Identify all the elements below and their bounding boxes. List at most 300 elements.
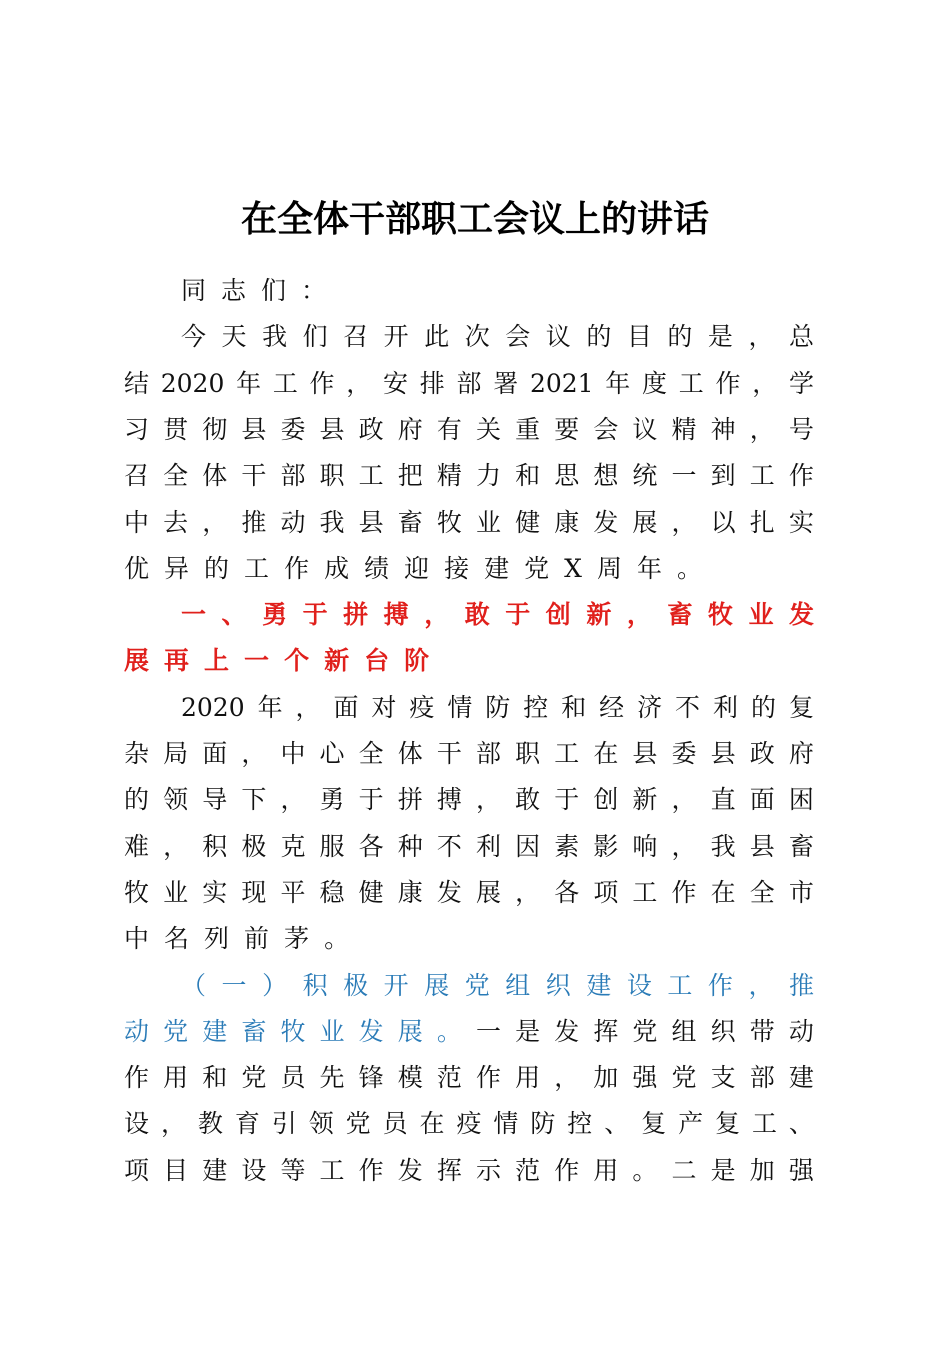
body-char: 推 — [241, 507, 267, 537]
body-char: 年 — [236, 368, 262, 398]
body-char: 府 — [788, 739, 814, 768]
body-char: 情 — [447, 692, 473, 722]
body-char: 拼 — [343, 600, 369, 630]
body-line — [124, 1101, 814, 1147]
body-char: 动 — [124, 1016, 150, 1046]
body-char: 安 — [383, 368, 409, 398]
body-char: 年 — [257, 692, 283, 722]
body-char: 结 — [124, 368, 150, 398]
body-char: 精 — [671, 414, 697, 444]
body-char: 一 — [181, 600, 207, 630]
body-char: 康 — [397, 877, 423, 907]
body-char: 建 — [202, 1016, 228, 1046]
body-char: 局 — [163, 739, 189, 768]
body-char: 和 — [202, 1063, 228, 1093]
body-char: 发 — [788, 600, 814, 630]
body-char: 牧 — [124, 877, 150, 907]
body-char: 面 — [202, 739, 228, 768]
body-char: 的 — [750, 692, 776, 722]
body-char: 展 — [475, 877, 501, 907]
body-char: 天 — [221, 322, 247, 352]
body-char: ， — [424, 600, 450, 630]
body-char: 会 — [593, 414, 619, 444]
body-char: 因 — [515, 831, 541, 861]
body-char: 影 — [593, 831, 619, 861]
body-char: 建 — [586, 970, 612, 1000]
body-char: 精 — [436, 461, 462, 491]
body-char: 不 — [436, 831, 462, 861]
body-char: 工 — [358, 461, 384, 491]
body-char: 中 — [124, 924, 150, 954]
body-char: 用 — [515, 1063, 541, 1093]
body-char: 部 — [475, 739, 501, 768]
body-char: 组 — [671, 1016, 697, 1046]
body-char: 接 — [444, 553, 470, 583]
body-char: 疫 — [409, 692, 435, 722]
body-char: 搏 — [383, 600, 409, 630]
body-char: 号 — [788, 414, 814, 444]
body-char: 和 — [515, 461, 541, 491]
body-char: 委 — [280, 414, 306, 444]
body-char: 织 — [545, 970, 571, 1000]
body-char: 的 — [586, 322, 612, 352]
body-char: 员 — [280, 1063, 306, 1093]
body-char: 作 — [284, 553, 310, 583]
body-char: 议 — [545, 322, 571, 352]
body-line — [124, 1009, 814, 1055]
body-char: ， — [554, 1063, 580, 1093]
body-char: 畜 — [397, 507, 423, 537]
body-char: 领 — [308, 1109, 334, 1139]
body-char: 动 — [788, 1016, 814, 1046]
body-char: （ — [181, 970, 207, 1000]
body-char: 建 — [484, 553, 510, 583]
body-line — [124, 546, 814, 592]
body-char: 难 — [124, 831, 150, 861]
body-char: 平 — [280, 877, 306, 907]
body-char: 中 — [280, 739, 306, 768]
body-char: 带 — [749, 1016, 775, 1046]
body-char: 和 — [561, 692, 587, 722]
body-char: 神 — [710, 414, 736, 444]
body-char: 新 — [632, 785, 658, 815]
body-char: 导 — [202, 785, 228, 815]
body-char: 全 — [749, 877, 775, 907]
body-char: 创 — [545, 600, 571, 630]
body-char: 成 — [324, 553, 350, 583]
body-char: 加 — [749, 1155, 775, 1185]
body-char: 面 — [333, 692, 359, 722]
body-char: 作 — [475, 1063, 501, 1093]
body-char: 作 — [707, 970, 733, 1000]
body-char: 组 — [505, 970, 531, 1000]
body-char: 示 — [475, 1155, 501, 1185]
body-char: 工 — [678, 368, 704, 398]
body-char: 实 — [788, 507, 814, 537]
body-char: 模 — [397, 1063, 423, 1093]
body-char: 业 — [319, 1016, 345, 1046]
body-char: ， — [475, 785, 501, 815]
body-char: 教 — [197, 1109, 223, 1139]
body-char: 县 — [749, 831, 775, 861]
body-char: 锋 — [358, 1063, 384, 1093]
body-char: 搏 — [436, 785, 462, 815]
body-char: 开 — [383, 970, 409, 1000]
body-char: 支 — [710, 1063, 736, 1093]
body-char: 极 — [343, 970, 369, 1000]
body-char: 发 — [554, 1016, 580, 1046]
body-line — [124, 500, 814, 546]
body-line — [124, 731, 814, 777]
body-char: 利 — [475, 831, 501, 861]
body-char: 开 — [383, 322, 409, 352]
body-char: 思 — [554, 461, 580, 491]
body-char: 上 — [204, 646, 230, 676]
body-char: 现 — [241, 877, 267, 907]
body-char: 动 — [280, 507, 306, 537]
body-char: 稳 — [319, 877, 345, 907]
body-char: 康 — [554, 507, 580, 537]
body-char: 府 — [397, 414, 423, 444]
body-char: 工 — [244, 553, 270, 583]
body-line — [124, 777, 814, 823]
body-char: 先 — [319, 1063, 345, 1093]
body-char: 。 — [324, 924, 350, 954]
body-char: 展 — [124, 646, 150, 676]
body-char: 勇 — [319, 785, 345, 815]
body-char: 党 — [632, 1016, 658, 1046]
body-char: 健 — [358, 877, 384, 907]
body-char: 业 — [748, 600, 774, 630]
body-char: 疫 — [456, 1109, 482, 1139]
body-char: 作 — [358, 1155, 384, 1185]
body-char: ， — [295, 692, 321, 722]
body-char: 作 — [671, 877, 697, 907]
body-char: 不 — [675, 692, 701, 722]
body-char: 于 — [505, 600, 531, 630]
body-line — [124, 361, 814, 407]
body-char: 目 — [163, 1155, 189, 1185]
body-char: 台 — [364, 646, 390, 676]
body-char: 用 — [163, 1063, 189, 1093]
body-char: 复 — [641, 1109, 667, 1139]
body-line — [181, 685, 814, 731]
body-char: 健 — [515, 507, 541, 537]
body-char: 部 — [749, 1063, 775, 1093]
body-char: 政 — [358, 414, 384, 444]
body-line — [124, 1055, 814, 1101]
body-char: 次 — [464, 322, 490, 352]
body-char: 业 — [475, 507, 501, 537]
body-char: 市 — [788, 877, 814, 907]
body-char: 设 — [626, 970, 652, 1000]
body-char: 我 — [262, 322, 288, 352]
body-char: 县 — [319, 414, 345, 444]
body-char: 会 — [505, 322, 531, 352]
body-char: 领 — [163, 785, 189, 815]
body-char: 于 — [302, 600, 328, 630]
body-char: 同 — [181, 276, 207, 305]
body-char: 们 — [302, 322, 328, 352]
body-char: 一 — [475, 1016, 501, 1046]
body-char: 发 — [397, 1155, 423, 1185]
body-char: 党 — [671, 1063, 697, 1093]
body-char: 引 — [271, 1109, 297, 1139]
body-line — [124, 638, 814, 684]
body-char: 年 — [637, 553, 663, 583]
body-char: ： — [301, 276, 327, 305]
body-char: 工 — [272, 368, 298, 398]
body-char: 重 — [515, 414, 541, 444]
body-char: 育 — [234, 1109, 260, 1139]
body-char: 二 — [671, 1155, 697, 1185]
body-char: 此 — [424, 322, 450, 352]
body-line — [124, 916, 814, 962]
body-char: 对 — [371, 692, 397, 722]
body-char: 工 — [319, 1155, 345, 1185]
body-char: 实 — [202, 877, 228, 907]
body-line — [124, 407, 814, 453]
body-char: 畜 — [241, 1016, 267, 1046]
body-char: 。 — [436, 1016, 462, 1046]
body-char: 范 — [436, 1063, 462, 1093]
body-char: 项 — [593, 877, 619, 907]
body-char: 阶 — [404, 646, 430, 676]
body-char: 部 — [280, 461, 306, 491]
body-char: 议 — [632, 414, 658, 444]
body-char: 关 — [475, 414, 501, 444]
body-char: 干 — [436, 739, 462, 768]
body-char: 体 — [202, 461, 228, 491]
body-char: 志 — [221, 276, 247, 305]
body-char: 发 — [593, 507, 619, 537]
body-char: ， — [515, 877, 541, 907]
body-char: 是 — [515, 1016, 541, 1046]
body-char: ， — [671, 785, 697, 815]
body-char: 产 — [678, 1109, 704, 1139]
body-char: 县 — [358, 507, 384, 537]
body-char: ， — [241, 739, 267, 768]
body-char: 政 — [749, 739, 775, 768]
body-char: 。 — [677, 553, 703, 583]
body-char: 经 — [599, 692, 625, 722]
body-char: 克 — [280, 831, 306, 861]
body-char: 在 — [710, 877, 736, 907]
body-line — [181, 592, 814, 638]
body-char: ） — [262, 970, 288, 1000]
body-char: 直 — [710, 785, 736, 815]
body-char: 牧 — [280, 1016, 306, 1046]
body-char: 加 — [593, 1063, 619, 1093]
body-char: 、 — [604, 1109, 630, 1139]
body-char: 创 — [593, 785, 619, 815]
body-char: 控 — [567, 1109, 593, 1139]
body-char: 排 — [419, 368, 445, 398]
body-char: 目 — [626, 322, 652, 352]
body-char: 新 — [586, 600, 612, 630]
body-char: 2021 — [529, 368, 594, 398]
body-char: 署 — [493, 368, 519, 398]
body-char: 扎 — [749, 507, 775, 537]
body-char: 心 — [319, 739, 345, 768]
body-char: 县 — [710, 739, 736, 768]
body-char: 情 — [493, 1109, 519, 1139]
body-char: 工 — [749, 461, 775, 491]
body-char: 召 — [343, 322, 369, 352]
body-char: 工 — [554, 739, 580, 768]
body-line — [124, 870, 814, 916]
body-char: 我 — [710, 831, 736, 861]
body-line — [124, 1148, 814, 1194]
body-char: 挥 — [593, 1016, 619, 1046]
body-char: 。 — [632, 1155, 658, 1185]
body-char: 我 — [319, 507, 345, 537]
body-char: 强 — [632, 1063, 658, 1093]
body-char: 作 — [124, 1063, 150, 1093]
body-char: 作 — [554, 1155, 580, 1185]
body-char: 织 — [710, 1016, 736, 1046]
body-char: ， — [749, 414, 775, 444]
body-char: 2020 — [181, 692, 245, 722]
body-char: 工 — [667, 970, 693, 1000]
body-char: 前 — [244, 924, 270, 954]
body-char: 周 — [596, 553, 622, 583]
body-char: 响 — [632, 831, 658, 861]
body-char: 度 — [642, 368, 668, 398]
body-char: ， — [671, 831, 697, 861]
body-char: 展 — [397, 1016, 423, 1046]
body-char: X — [564, 553, 582, 583]
body-char: 拼 — [397, 785, 423, 815]
body-char: 到 — [710, 461, 736, 491]
body-line — [181, 963, 814, 1009]
body-char: 控 — [523, 692, 549, 722]
body-char: 项 — [124, 1155, 150, 1185]
body-char: 、 — [788, 1109, 814, 1139]
body-char: 业 — [163, 877, 189, 907]
body-char: ， — [752, 368, 778, 398]
body-char: 总 — [788, 322, 814, 352]
body-char: 党 — [464, 970, 490, 1000]
body-char: 召 — [124, 461, 150, 491]
body-char: 各 — [358, 831, 384, 861]
body-char: 一 — [671, 461, 697, 491]
body-char: 畜 — [788, 831, 814, 861]
body-char: 牧 — [707, 600, 733, 630]
body-char: 职 — [319, 461, 345, 491]
body-char: 一 — [244, 646, 270, 676]
body-line — [124, 453, 814, 499]
body-char: 全 — [358, 739, 384, 768]
body-char: 在 — [419, 1109, 445, 1139]
body-char: 素 — [554, 831, 580, 861]
body-char: 建 — [788, 1063, 814, 1093]
body-char: 茅 — [284, 924, 310, 954]
body-char: 积 — [302, 970, 328, 1000]
body-char: 于 — [358, 785, 384, 815]
body-char: 勇 — [262, 600, 288, 630]
body-char: ， — [626, 600, 652, 630]
body-char: ， — [202, 507, 228, 537]
body-char: 作 — [309, 368, 335, 398]
body-char: 防 — [530, 1109, 556, 1139]
body-char: 发 — [436, 877, 462, 907]
body-char: 把 — [397, 461, 423, 491]
body-char: 们 — [261, 276, 287, 305]
body-char: 工 — [751, 1109, 777, 1139]
body-char: 困 — [788, 785, 814, 815]
body-char: 利 — [713, 692, 739, 722]
body-char: 服 — [319, 831, 345, 861]
body-char: 学 — [788, 368, 814, 398]
body-char: 建 — [202, 1155, 228, 1185]
body-char: 年 — [605, 368, 631, 398]
body-char: 用 — [593, 1155, 619, 1185]
body-char: 作 — [788, 461, 814, 491]
body-char: 推 — [788, 970, 814, 1000]
body-char: 有 — [436, 414, 462, 444]
body-char: 敢 — [464, 600, 490, 630]
body-char: 杂 — [124, 739, 150, 768]
body-char: 展 — [632, 507, 658, 537]
body-char: 名 — [164, 924, 190, 954]
body-char: 县 — [632, 739, 658, 768]
body-char: 的 — [667, 322, 693, 352]
body-char: 全 — [163, 461, 189, 491]
body-char: 迎 — [404, 553, 430, 583]
body-char: 要 — [554, 414, 580, 444]
body-char: 设 — [124, 1109, 150, 1139]
body-char: 县 — [241, 414, 267, 444]
body-char: 复 — [715, 1109, 741, 1139]
body-char: ， — [160, 1109, 186, 1139]
body-char: 干 — [241, 461, 267, 491]
body-char: 设 — [241, 1155, 267, 1185]
body-char: 2020 — [160, 368, 225, 398]
body-char: 优 — [124, 553, 150, 583]
body-char: ， — [346, 368, 372, 398]
body-char: 工 — [632, 877, 658, 907]
body-char: 今 — [181, 322, 207, 352]
body-char: 绩 — [364, 553, 390, 583]
body-char: 贯 — [163, 414, 189, 444]
body-char: 党 — [163, 1016, 189, 1046]
body-char: 再 — [164, 646, 190, 676]
body-char: 、 — [221, 600, 247, 630]
body-char: 发 — [358, 1016, 384, 1046]
body-char: 种 — [397, 831, 423, 861]
body-char: 员 — [382, 1109, 408, 1139]
body-char: 济 — [637, 692, 663, 722]
body-char: 范 — [515, 1155, 541, 1185]
body-char: 中 — [124, 507, 150, 537]
body-char: 部 — [456, 368, 482, 398]
body-char: 党 — [524, 553, 550, 583]
body-char: 强 — [788, 1155, 814, 1185]
body-char: 力 — [475, 461, 501, 491]
body-char: 异 — [164, 553, 190, 583]
body-line — [124, 824, 814, 870]
body-char: ， — [163, 831, 189, 861]
body-char: 新 — [324, 646, 350, 676]
body-char: 的 — [124, 785, 150, 815]
body-char: 作 — [715, 368, 741, 398]
body-char: 挥 — [436, 1155, 462, 1185]
body-char: 体 — [397, 739, 423, 768]
document-title: 在全体干部职工会议上的讲话 — [240, 199, 709, 240]
body-char: 个 — [284, 646, 310, 676]
body-char: 的 — [204, 553, 230, 583]
